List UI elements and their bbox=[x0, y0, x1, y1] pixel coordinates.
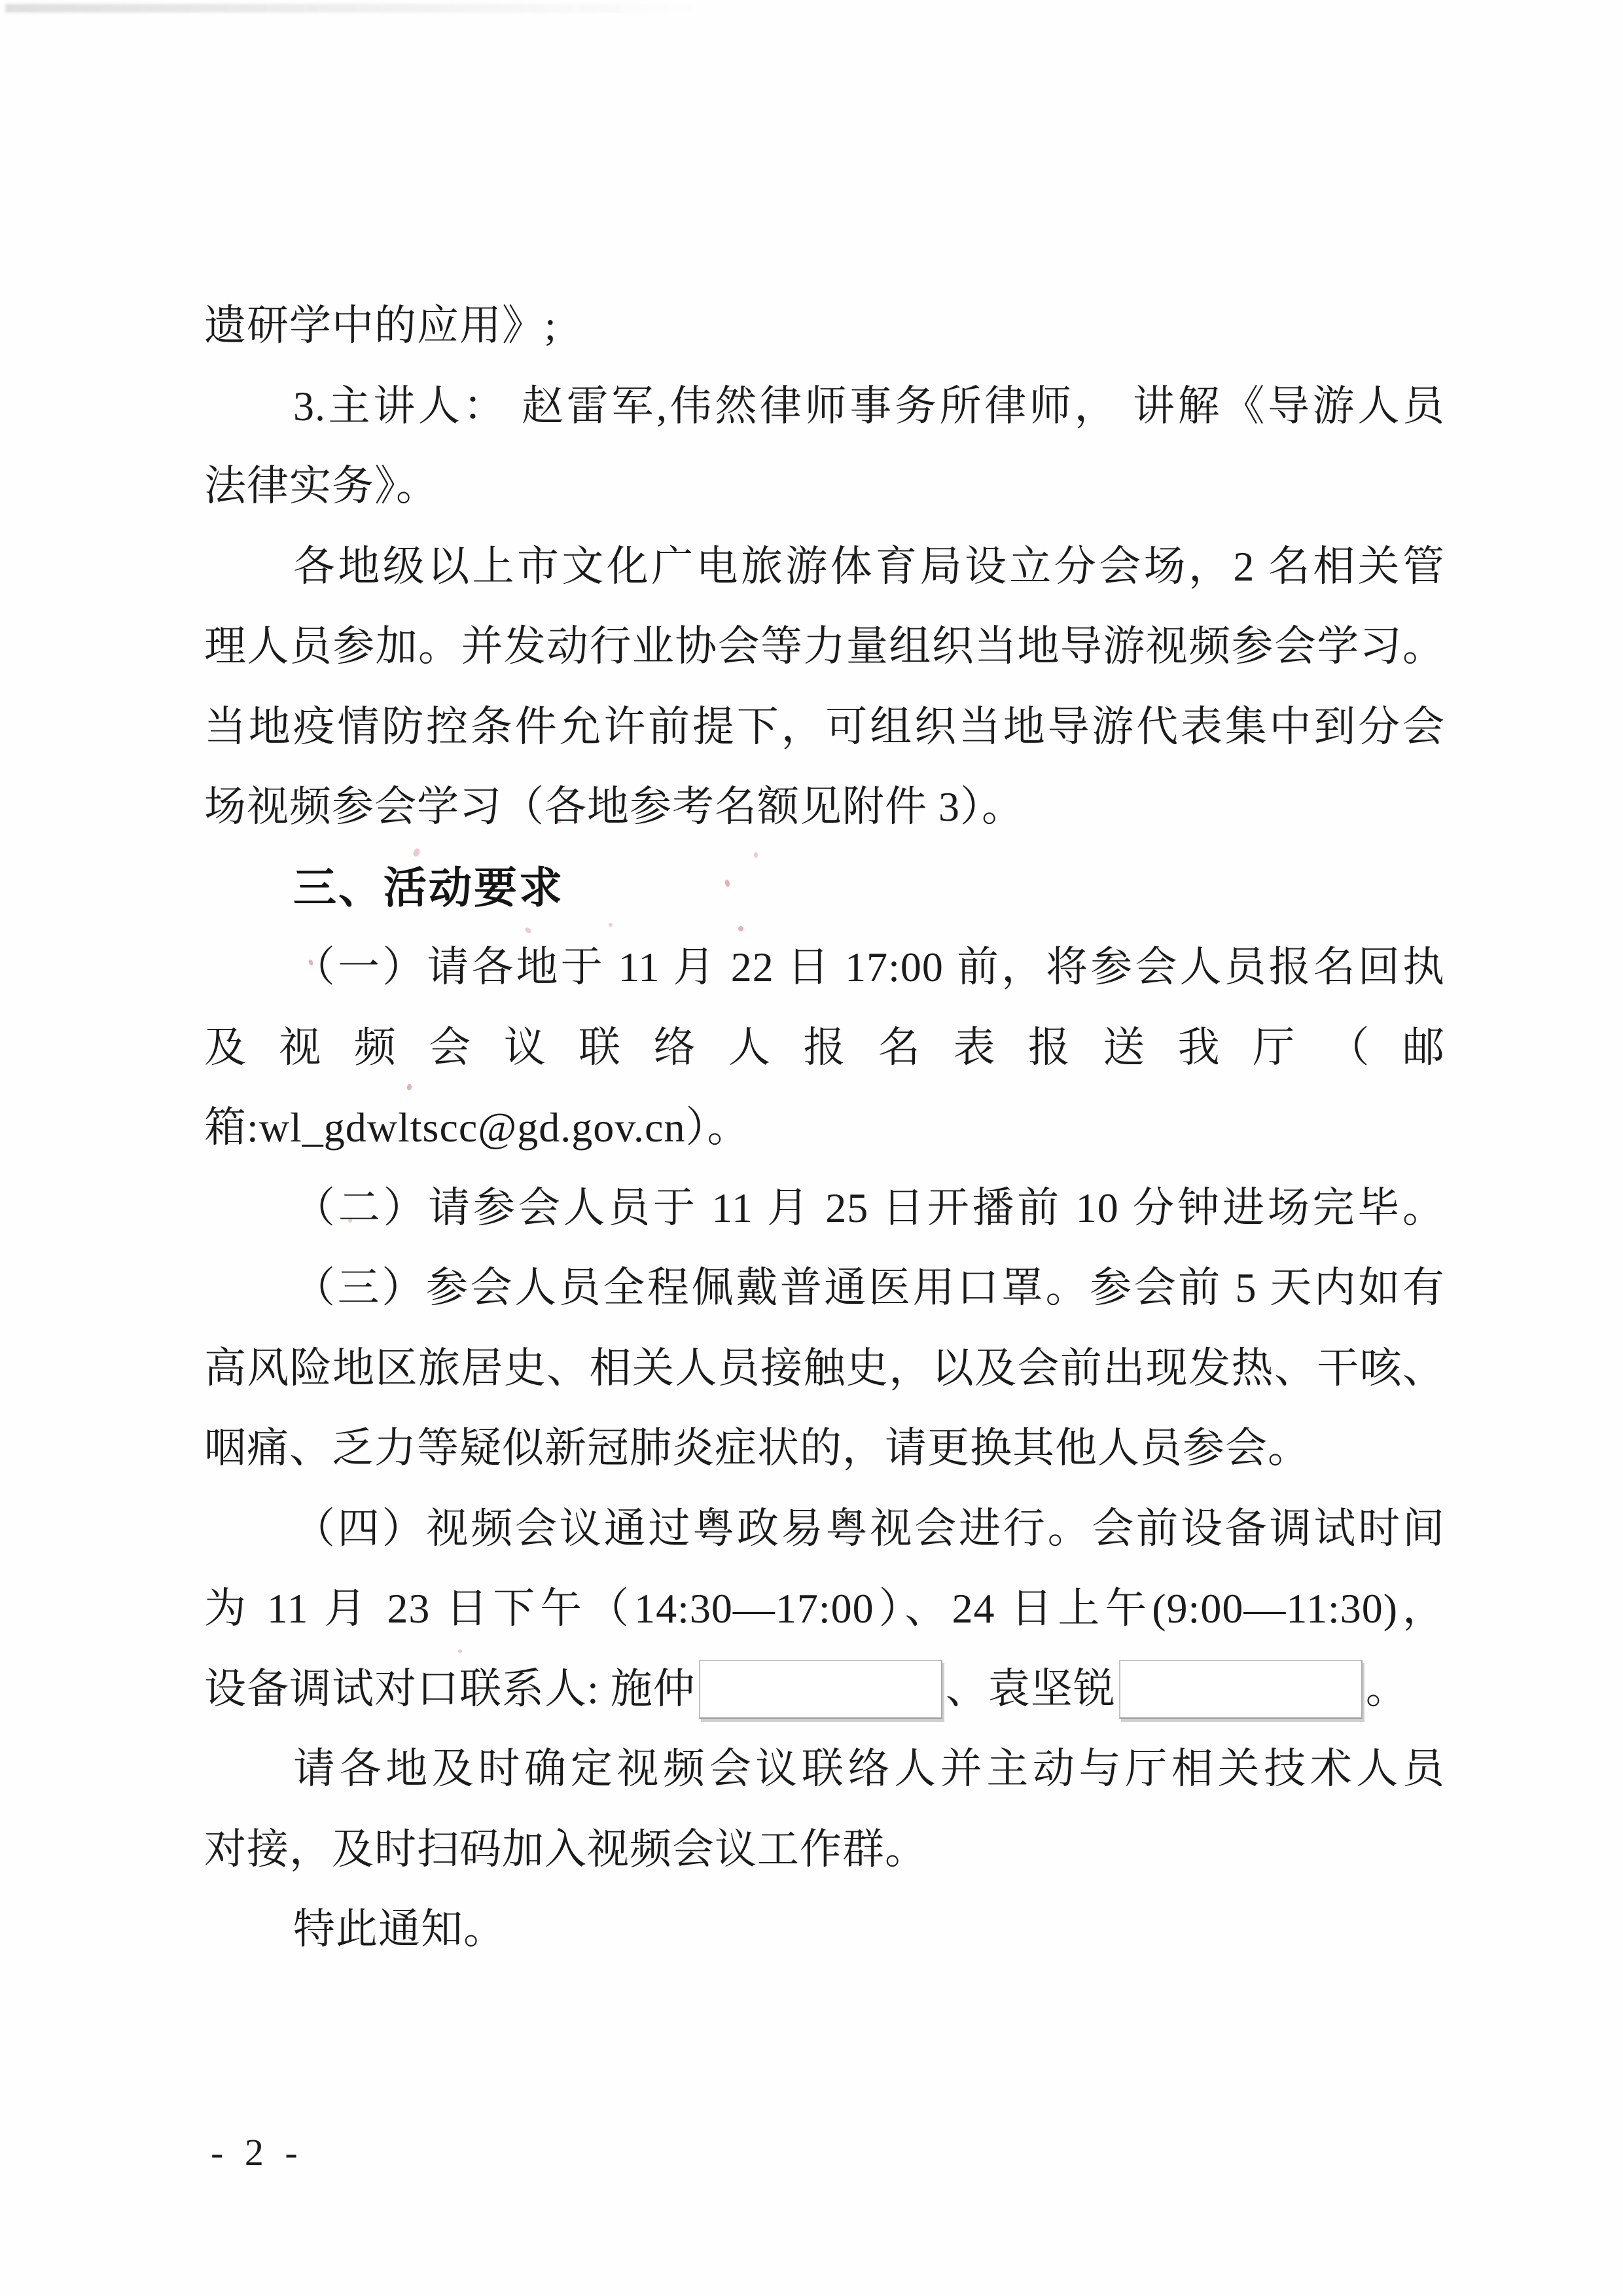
line-speaker-3-tail: 法律实务》。 bbox=[204, 463, 438, 509]
text-segment: 。 bbox=[1365, 1665, 1408, 1712]
line-branch-venues-3: 当地疫情防控条件允许前提下，可组织当地导游代表集中到分会 bbox=[204, 703, 1445, 750]
section-heading: 三、活动要求 bbox=[293, 863, 564, 912]
page-number: - 2 - bbox=[211, 2131, 304, 2174]
line-req-3c: 咽痛、乏力等疑似新冠肺炎症状的，请更换其他人员参会。 bbox=[204, 1425, 1310, 1471]
line-req-1a: （一）请各地于 11 月 22 日 17:00 前，将参会人员报名回执 bbox=[293, 944, 1445, 990]
line-req-2: （二）请参会人员于 11 月 25 日开播前 10 分钟进场完毕。 bbox=[293, 1184, 1445, 1231]
line-continuation: 遗研学中的应用》; bbox=[204, 302, 557, 349]
line-branch-venues-4: 场视频参会学习（各地参考名额见附件 3）。 bbox=[204, 783, 1024, 830]
line-req-3b: 高风险地区旅居史、相关人员接触史，以及会前出现发热、干咳、 bbox=[204, 1344, 1445, 1391]
text-segment: 、袁坚锐 bbox=[945, 1665, 1116, 1712]
text-segment: 设备调试对口联系人: 施仲 bbox=[204, 1665, 696, 1712]
line-req-4a: （四）视频会议通过粤政易粤视会进行。会前设备调试时间 bbox=[293, 1505, 1445, 1552]
line-speaker-3: 3.主讲人： 赵雷军,伟然律师事务所律师， 讲解《导游人员 bbox=[293, 382, 1445, 429]
line-liaison-2: 对接，及时扫码加入视频会议工作群。 bbox=[204, 1825, 927, 1873]
line-branch-venues-1: 各地级以上市文化广电旅游体育局设立分会场，2 名相关管 bbox=[293, 543, 1445, 590]
line-req-4b: 为 11 月 23 日下午（14:30—17:00）、24 日上午(9:00—11:30)， bbox=[204, 1585, 1445, 1632]
line-req-1b: 及视频会议联络人报名表报送我厅（邮 bbox=[204, 1024, 1445, 1071]
line-req-1c-email: 箱:wl_gdwltscc@gd.gov.cn）。 bbox=[204, 1104, 750, 1151]
line-closing: 特此通知。 bbox=[293, 1906, 506, 1952]
line-contacts bbox=[0, 1649, 1623, 1730]
line-branch-venues-2: 理人员参加。并发动行业协会等力量组织当地导游视频参会学习。 bbox=[204, 623, 1445, 670]
redacted-phone-1 bbox=[699, 1660, 942, 1719]
document-body bbox=[0, 286, 1623, 1970]
scan-artifact-top bbox=[5, 4, 699, 12]
redacted-phone-2 bbox=[1119, 1660, 1363, 1719]
line-liaison-1: 请各地及时确定视频会议联络人并主动与厅相关技术人员 bbox=[293, 1746, 1445, 1792]
line-req-3a: （三）参会人员全程佩戴普通医用口罩。参会前 5 天内如有 bbox=[293, 1265, 1445, 1311]
